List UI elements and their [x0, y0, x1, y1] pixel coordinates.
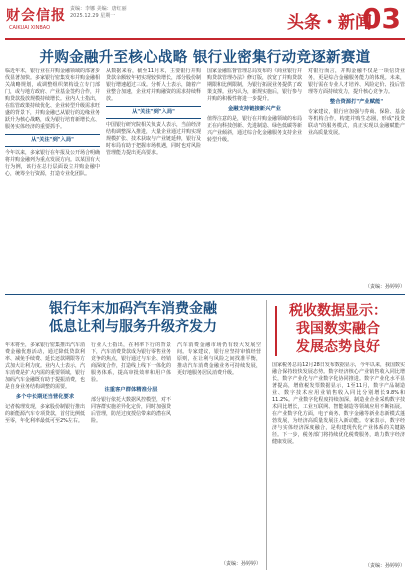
section-title: 头条・新闻: [287, 13, 372, 33]
section-divider: [5, 294, 405, 295]
masthead-meta: [70, 6, 127, 20]
article2-col2-subhead: 注重客户群体精准分层: [104, 387, 158, 393]
newspaper-logo: 财会信报: [6, 8, 66, 24]
page-number: 03: [362, 2, 401, 35]
article1-col3-rest: 值得注意的是，银行在并购金融领域的布局正在向科技创新、先进制造、绿色低碳等新兴产业倾斜，通过综合化金融服务支持企业转型升级。: [207, 116, 302, 143]
article1-col1-text: 临近年末，银行业在并购金融领域的部署步伐显著加快。多家银行密集发布并购金融相关战略规划，或调整组织架构设立专门部门，或与地方政府、产业基金签约合作，并购贷款投放规模持续增长。业内人士指出，在监管政策持续优化、企业转型升级需求旺盛的背景下，并购金融已从银行的边缘业务跃升为核心战略，成为银行培育新增长点、服务实体经济的重要抓手。: [5, 68, 100, 130]
article1-column-1: [5, 68, 100, 288]
article2-column-2: [91, 342, 171, 567]
article2-col1-rest: 记者梳理发现，多家股份制银行推出的新能源汽车专项贷款，首付比例低至零，年化利率最低可至2%左右。: [5, 404, 85, 424]
article1-col3-subhead: 金融支持链接新兴产业: [228, 106, 281, 112]
article3-headline-block: [270, 302, 406, 356]
article3-headline-line1: 税收数据显示：: [289, 303, 387, 319]
article2-headline-main: 银行年末加码汽车消费金融: [49, 301, 217, 317]
headline-accent-bar: [275, 306, 277, 356]
column-divider: [266, 300, 267, 570]
article1-col4-rest: 专家建议，银行应加强与券商、保险、基金等机构合作，构建并购生态圈，形成"投贷联动"的服务模式，真正实现以金融赋能产业高质量发展。: [308, 109, 405, 136]
article1-editor: （责编：孙婷婷）: [364, 284, 405, 290]
article3-body-text: 国家税务总局12月28日发布数据显示，今年以来，我国数实融合保持较快发展态势。数字经济核心产业销售收入同比增长，数字产业化与产业数字化协同推进。数字产业化水平显著提高，增值税发票数据显示，1至11月，数字产品制造业、数字技术应用业销售收入同比分别增长9.8%和11.2%。产业数字化程度持续加深，制造业企业采购数字技术同比增长，工业互联网、智能制造等领域应用不断拓展。在产业数字化方面，电子商务、数字金融等新业态新模式蓬勃发展，为经济高质量发展注入新动能。专家表示，数字经济与实体经济深度融合，是构建现代化产业体系的关键路径。下一步，税务部门将持续优化税费服务，助力数字经济健康发展。: [272, 362, 405, 445]
article1-col2-rest: 中国银行研究院相关负责人表示，当前经济结构调整深入推进，大量企业通过并购实现规模扩张、技术获取与产业链延伸，银行及时布局有助于把握市场机遇，同时也对风险管理能力提出更高要求。: [106, 122, 201, 156]
article3-editor: （责编：孙婷婷）: [364, 563, 405, 569]
editor-credits: 责编：李娜 美编：唐红丽: [70, 6, 127, 12]
article1-col2-text: 从数据来看，截至11月末，主要银行并购贷款余额较年初实现较快增长，部分股份制银行增速超过三成。分析人士表示，随着产业整合加速，企业对并购融资的需求持续释放。: [106, 68, 201, 102]
article3-headline-line2: 我国数实融合: [296, 321, 380, 337]
masthead: [0, 0, 410, 38]
article3-body: [272, 362, 405, 559]
article2-col3-text: 汽车消费金融市场仍有较大发展空间。专家建议，银行应坚持审慎经营原则，在让利与风险之间找准平衡，推动汽车消费金融业务可持续发展，更好地服务居民消费升级。: [177, 342, 261, 376]
article1-col3-text: 国家金融监督管理总局发布的《商业银行并购贷款管理办法》修订版，放宽了并购贷款期限和比例限制，为银行拓展业务提供了政策支撑。业内认为，新规实施后，银行参与并购的积极性将进一步提升。: [207, 68, 302, 102]
article2-col2-text: 行业人士指出，在利率下行的背景下，汽车消费贷款成为银行零售业务竞争的焦点，银行通过与车企、经销商深度合作，打造线上线下一体化的服务体系，提高审批效率和用户体验。: [91, 342, 171, 383]
article1-col4-subhead: 整合资源打"产业赋能": [329, 99, 384, 105]
article2-headline-block: [4, 300, 262, 336]
article1-col1-subhead: 从"关注"到"入局": [5, 134, 100, 147]
article1-column-4: [308, 68, 405, 281]
article1-col2-quote: 从"关注"到"入局": [106, 106, 201, 119]
logo-subtitle: CAIKUAI XINBAO: [9, 25, 51, 31]
article2-col1-text: 年末将至，多家银行密集推出汽车消费金融优惠活动，通过降低贷款利率、减免手续费、延长还款期限等方式加大让利力度。业内人士表示，汽车消费是扩大内需的重要领域，银行加码汽车金融既有助于提振消费，也是自身业务结构调整的需要。: [5, 342, 85, 390]
article2-column-3: [177, 342, 261, 557]
article3-headline-line3: 发展态势良好: [296, 339, 380, 355]
article2-editor: （责编：孙婷婷）: [220, 561, 261, 567]
article2-headline-sub: 低息让利与服务升级齐发力: [49, 319, 217, 335]
article1-column-2: [106, 68, 201, 288]
issue-date: 2025.12.29 星期一: [70, 13, 116, 19]
article1-column-3: [207, 68, 302, 288]
article2-col1-subhead: 多个中长期还当营化要求: [15, 394, 75, 400]
article1-col1-rest: 今年以来，多家银行在年报及公开场合明确将并购金融列为重点发展方向。以某国有大行为例，该行在总行层面设立并购金融中心，统筹全行资源，打造专业化团队。: [5, 150, 100, 177]
article2-column-1: [5, 342, 85, 567]
article2-col2-rest: 部分银行依托大数据风控模型，对不同客群实施差异化定价，同时加强贷后管理，防范过度授信带来的潜在风险。: [91, 397, 171, 424]
masthead-rule: [5, 38, 405, 40]
article1-headline: 并购金融升至核心战略 银行业密集行动竞逐新赛道: [39, 50, 371, 66]
article1-col4-text: 对银行而言，并购金融不仅是一项信贷业务，更是综合金融服务能力的体现。未来，银行需在专业人才培养、风险定价、投后管理等方面持续发力，提升核心竞争力。: [308, 68, 405, 95]
